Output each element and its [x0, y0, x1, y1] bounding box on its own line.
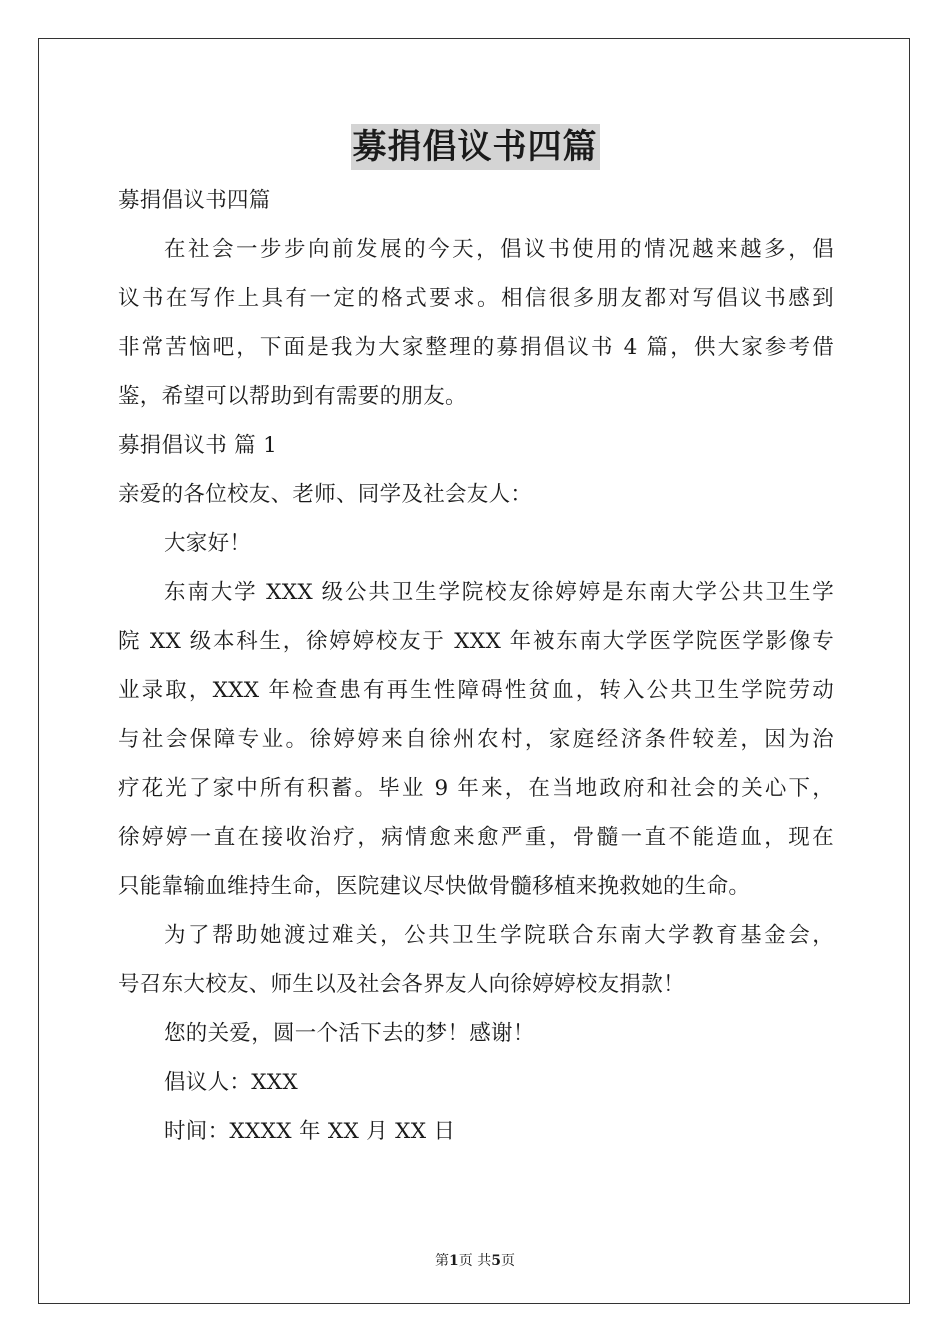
footer-suffix: 页: [500, 1253, 515, 1269]
footer-middle: 页 共: [458, 1253, 492, 1269]
text-line: 徐婷婷一直在接收治疗，病情愈来愈严重，骨髓一直不能造血，现在: [118, 825, 834, 850]
text-line: 业录取，XXX 年检查患有再生性障碍性贫血，转入公共卫生学院劳动: [118, 678, 834, 703]
document-title: 募捐倡议书四篇: [351, 124, 600, 170]
text-line: 院 XX 级本科生，徐婷婷校友于 XXX 年被东南大学医学院医学影像专: [118, 629, 834, 654]
text-line: 在社会一步步向前发展的今天，倡议书使用的情况越来越多，倡: [164, 237, 834, 262]
footer-prefix: 第: [435, 1253, 450, 1269]
document-body: [118, 176, 834, 1156]
total-page-number: 5: [491, 1253, 501, 1269]
text-line: 议书在写作上具有一定的格式要求。相信很多朋友都对写倡议书感到: [118, 286, 834, 311]
title-container: [0, 124, 950, 170]
text-line: 募捐倡议书四篇: [118, 188, 271, 213]
text-line: 非常苦恼吧，下面是我为大家整理的募捐倡议书 4 篇，供大家参考借: [118, 335, 834, 360]
text-line: 您的关爱，圆一个活下去的梦！感谢！: [164, 1021, 535, 1046]
text-line: 号召东大校友、师生以及社会各界友人向徐婷婷校友捐款！: [118, 972, 685, 997]
text-line: 募捐倡议书 篇 1: [118, 433, 278, 458]
text-line: 只能靠输血维持生命，医院建议尽快做骨髓移植来挽救她的生命。: [118, 874, 751, 899]
text-line: 疗花光了家中所有积蓄。毕业 9 年来，在当地政府和社会的关心下，: [118, 776, 834, 801]
text-line: 时间：XXXX 年 XX 月 XX 日: [164, 1119, 456, 1144]
text-line: 大家好！: [164, 531, 252, 556]
text-line: 亲爱的各位校友、老师、同学及社会友人：: [118, 482, 533, 507]
text-line: 倡议人：XXX: [164, 1070, 299, 1095]
text-line: 为了帮助她渡过难关，公共卫生学院联合东南大学教育基金会，: [164, 923, 834, 948]
text-line: 与社会保障专业。徐婷婷来自徐州农村，家庭经济条件较差，因为治: [118, 727, 834, 752]
text-line: 鉴，希望可以帮助到有需要的朋友。: [118, 384, 467, 409]
page-footer: [0, 1250, 950, 1270]
text-line: 东南大学 XXX 级公共卫生学院校友徐婷婷是东南大学公共卫生学: [164, 580, 834, 605]
current-page-number: 1: [449, 1253, 459, 1269]
